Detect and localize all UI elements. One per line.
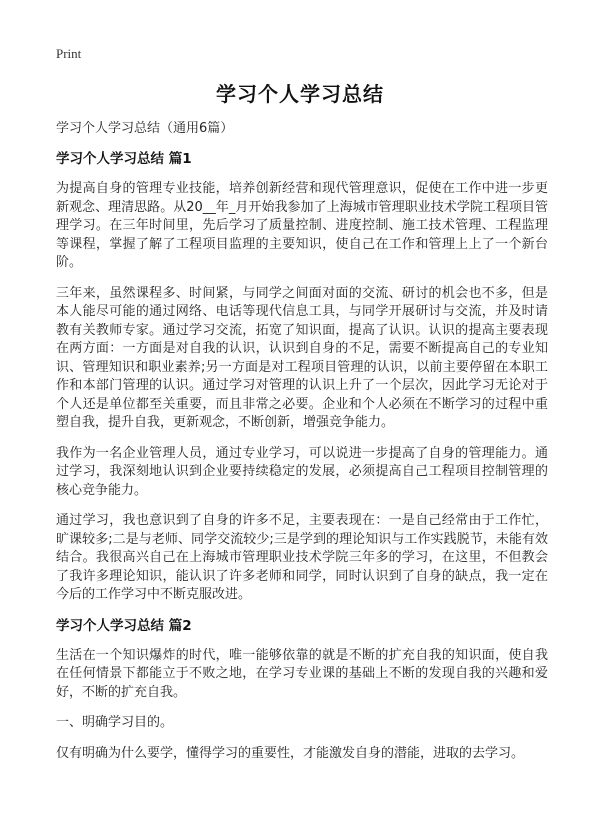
section-heading-1: 学习个人学习总结 篇1 <box>56 151 192 167</box>
paragraph: 通过学习，我也意识到了自身的许多不足，主要表现在：一是自己经常由于工作忙，旷课较多;二是与老师、同学交流较少;三是学到的理论知识与工作实践脱节，未能有效结合。我很高兴自己在上海城市管理职业技术学院三年多的学习，在这里，不但教会了我许多理论知识，能认识了许多老师和同学，同时认识到了自身的缺点，我一定在今后的工作学习中不断克服改进。 <box>56 513 548 602</box>
section-heading-2: 学习个人学习总结 篇2 <box>56 617 192 634</box>
document-body <box>56 120 548 775</box>
paragraph: 三年来，虽然课程多、时间紧，与同学之间面对面的交流、研讨的机会也不多，但是本人能尽可能的通过网络、电话等现代信息工具，与同学开展研讨与交流，并及时请教有关教师专家。通过学习交流，拓宽了知识面，提高了认识。认识的提高主要表现在两方面：一方面是对自我的认识，认识到自身的不足，需要不断提高自己的专业知识、管理知识和职业素养;另一方面是对工程项目管理的认识，以前主要停留在本职工作和本部门管理的认识。通过学习对管理的认识上升了一个层次，因此学习无论对于个人还是单位都至关重要，而且非常之必要。企业和个人必须在不断学习的过程中重塑自我，提升自我，更新观念，不断创新，增强竞争能力。 <box>56 285 548 430</box>
paragraph: 仅有明确为什么要学，懂得学习的重要性，才能激发自身的潜能，进取的去学习。 <box>56 745 525 761</box>
document-subtitle: 学习个人学习总结（通用6篇） <box>56 121 234 136</box>
print-link[interactable]: Print <box>56 46 82 61</box>
paragraph: 为提高自身的管理专业技能，培养创新经营和现代管理意识，促使在工作中进一步更新观念、理清思路。从20__年_月开始我参加了上海城市管理职业技术学院工程项目管理学习。在三年时间里，先后学习了质量控制、进度控制、施工技术管理、工程监理等课程，掌握了解了工程项目监理的主要知识，使自己在工作和管理上上了一个新台阶。 <box>56 181 548 270</box>
document-title: 学习个人学习总结 <box>216 82 384 106</box>
paragraph: 我作为一名企业管理人员，通过专业学习，可以说进一步提高了自身的管理能力。通过学习，我深刻地认识到企业要持续稳定的发展，必须提高自己工程项目控制管理的核心竞争能力。 <box>56 445 548 498</box>
paragraph: 一、明确学习目的。 <box>56 715 174 730</box>
paragraph: 生活在一个知识爆炸的时代，唯一能够依靠的就是不断的扩充自我的知识面，使自我在任何情景下都能立于不败之地，在学习专业课的基础上不断的发现自我的兴趣和爱好，不断的扩充自我。 <box>56 647 548 700</box>
